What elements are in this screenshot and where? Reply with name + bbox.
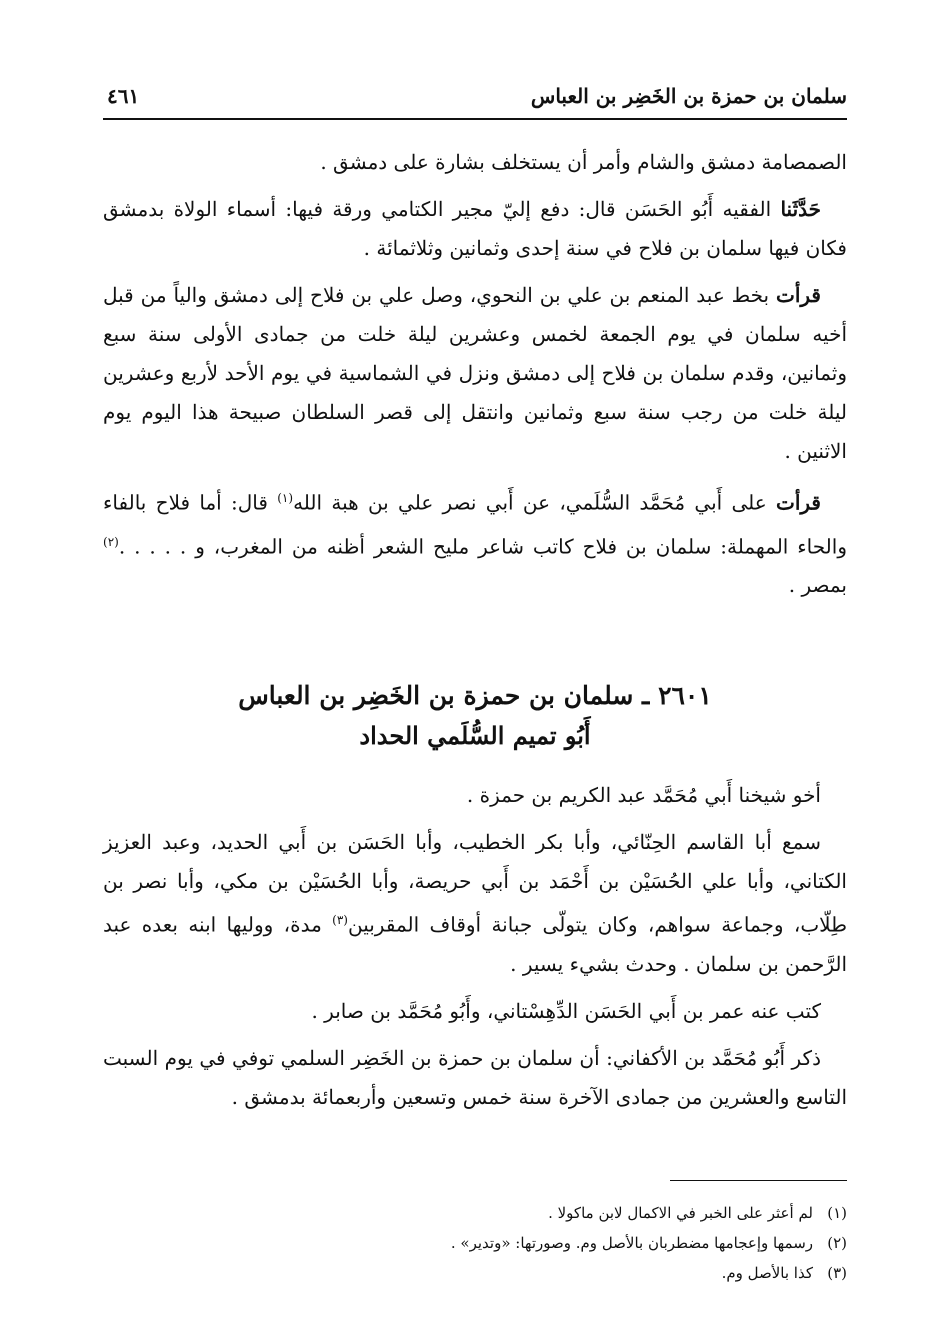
running-title: سلمان بن حمزة بن الخَضِر بن العباس — [530, 84, 847, 108]
paragraph-qarat-2 — [103, 479, 847, 605]
paragraph-text: كتب عنه عمر بن أَبي الحَسَن الدِّهِسْتاني، وأَبُو مُحَمَّد بن صابر . — [311, 998, 821, 1023]
footnote-marker: (٣) — [332, 913, 348, 927]
paragraph-continuation — [103, 143, 847, 182]
paragraph-wrote — [103, 992, 847, 1031]
footnote-item — [103, 1198, 847, 1228]
entry-section — [103, 776, 847, 1125]
paragraph-heard — [103, 823, 847, 984]
entry-title: ٢٦٠١ ـ سلمان بن حمزة بن الخَضِر بن العباس — [238, 681, 712, 710]
paragraph-text: بمصر . — [788, 573, 847, 598]
paragraph-text: أخو شيخنا أَبي مُحَمَّد عبد الكريم بن حمزة . — [466, 783, 821, 807]
paragraph-text: ذكر أَبُو مُحَمَّد بن الأكفاني: أن سلمان بن حمزة بن الخَضِر السلمي توفي في يوم السبت التاسع والعشرين من جمادى الآخرة سنة خمس وتسعين وأربعمائة بدمشق . — [103, 1045, 847, 1109]
footnote-item — [103, 1228, 847, 1258]
footnote-number: (٣) — [827, 1264, 847, 1282]
paragraph-brother — [103, 776, 847, 815]
continuation-section — [103, 143, 847, 613]
lead-word: قرأت — [776, 490, 821, 515]
entry-heading — [103, 676, 847, 756]
entry-subtitle: أَبُو تميم السُّلَمي الحداد — [359, 721, 591, 750]
footnote-number: (٢) — [827, 1234, 847, 1252]
footnote-marker: (١) — [277, 491, 294, 505]
lead-word: حَدَّثَنا — [780, 197, 821, 221]
page-header — [103, 80, 847, 120]
paragraph-text: الصمصامة دمشق والشام وأمر أن يستخلف بشارة على دمشق . — [320, 150, 847, 174]
paragraph-qarat-1 — [103, 276, 847, 471]
paragraph-hadathana — [103, 190, 847, 268]
footnote-number: (١) — [827, 1204, 847, 1222]
paragraph-text: مدة، ووليها ابنه بعده عبد الرَّحمن بن سلمان . وحدث بشيء يسير . — [103, 912, 847, 976]
paragraph-text: سمع أبا القاسم الحِنّائي، وأبا بكر الخطيب، وأبا الحَسَن بن أَبي الحديد، وعبد العزيز الكتاني، وأبا علي الحُسَيْن بن أَحْمَد بن أَبي حريصة، وأبا الحُسَيْن بن مكي، وأبا نصر بن طِلّاب، وجماعة سواهم، وكان يتولّى جبانة أوقاف المقربين — [103, 830, 847, 937]
page-number: ٤٦١ — [107, 84, 140, 108]
lead-word: قرأت — [776, 283, 821, 307]
footnote-text: لم أعثر على الخبر في الاكمال لابن ماكولا . — [548, 1204, 813, 1222]
paragraph-text: قال: أما فلاح بالفاء والحاء المهملة: سلمان بن فلاح كاتب شاعر مليح الشعر أظنه من المغرب، و . . . . . — [103, 490, 847, 559]
paragraph-text: الفقيه أَبُو الحَسَن قال: دفع إليّ مجير الكتامي ورقة فيها: أسماء الولاة بدمشق فكان فيها سلمان بن فلاح في سنة إحدى وثمانين وثلاثمائة . — [103, 197, 847, 260]
footnote-text: رسمها وإعجامها مضطربان بالأصل وم. وصورتها: «وتدير» . — [450, 1234, 813, 1252]
paragraph-death — [103, 1039, 847, 1117]
footnote-text: كذا بالأصل وم. — [721, 1264, 813, 1282]
paragraph-text: بخط عبد المنعم بن علي بن النحوي، وصل علي بن فلاح إلى دمشق والياً من قبل أخيه سلمان في يوم الجمعة لخمس وعشرين ليلة خلت من جمادى الأولى سنة سبع وثمانين، وقدم سلمان بن فلاح إلى دمشق ونزل في الشماسية في يوم الأحد لأربع وعشرين ليلة خلت من رجب سنة سبع وثمانين وانتقل إلى قصر السلطان صبيحة هذا اليوم يوم الاثنين . — [103, 283, 847, 463]
footnote-divider — [670, 1180, 847, 1181]
footnote-marker: (٢) — [103, 534, 119, 549]
paragraph-text: على أَبي مُحَمَّد السُّلَمي، عن أَبي نصر علي بن هبة الله — [293, 490, 776, 515]
footnotes — [103, 1198, 847, 1288]
footnote-item — [103, 1258, 847, 1288]
